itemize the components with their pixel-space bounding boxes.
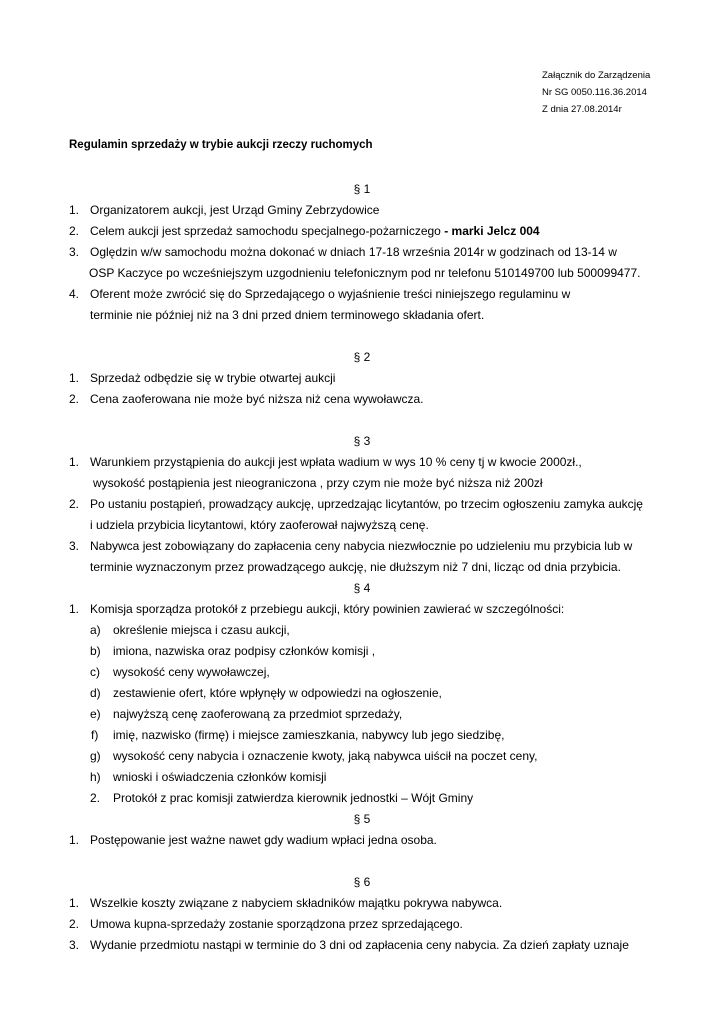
- s1-item-4-line-1: Oferent może zwrócić się do Sprzedającego o wyjaśnienie treści niniejszego regulaminu w: [90, 287, 571, 301]
- s4-subitem-d: zestawienie ofert, które wpłynęły w odpowiedzi na ogłoszenie,: [113, 686, 442, 700]
- s1-item-2: [90, 224, 540, 238]
- list-number: 2.: [69, 392, 80, 406]
- section-4-heading: § 4: [353, 581, 371, 595]
- section-6-heading: § 6: [353, 875, 371, 889]
- list-letter: c): [90, 665, 100, 679]
- list-number: 3.: [69, 539, 80, 553]
- s4-subitem-e: najwyższą cenę zaoferowaną za przedmiot sprzedaży,: [113, 707, 403, 721]
- list-number: 2.: [69, 497, 80, 511]
- s1-item-3-line-2: OSP Kaczyce po wcześniejszym uzgodnieniu telefonicznym pod nr telefonu 510149700 lub 500099477.: [89, 266, 641, 280]
- section-3-heading: § 3: [353, 434, 371, 448]
- section-1-heading: § 1: [353, 182, 371, 196]
- s4-subitem-h: wnioski i oświadczenia członków komisji: [113, 770, 327, 784]
- annex-header: [542, 67, 650, 118]
- s1-item-3-line-1: Oględzin w/w samochodu można dokonać w dniach 17-18 września 2014r w godzinach od 13-14 w: [90, 245, 617, 259]
- s6-item-3: Wydanie przedmiotu nastąpi w terminie do 3 dni od zapłacenia ceny nabycia. Za dzień zapłaty uznaje: [90, 938, 629, 952]
- list-number: 3.: [69, 938, 80, 952]
- section-2-heading: § 2: [353, 350, 371, 364]
- s6-item-1: Wszelkie koszty związane z nabyciem składników majątku pokrywa nabywca.: [90, 896, 503, 910]
- list-letter: b): [90, 644, 101, 658]
- list-number: 1.: [69, 602, 80, 616]
- s4-subitem-a: określenie miejsca i czasu aukcji,: [113, 623, 290, 637]
- s4-item-1: Komisja sporządza protokół z przebiegu aukcji, który powinien zawierać w szczególności:: [90, 602, 565, 616]
- s3-item-3-line-2: terminie wyznaczonym przez prowadzącego aukcję, nie dłuższym niż 7 dni, licząc od dnia przybicia.: [90, 560, 621, 574]
- s1-item-4-line-2: terminie nie później niż na 3 dni przed dniem terminowego składania ofert.: [90, 308, 485, 322]
- list-letter: d): [90, 686, 101, 700]
- list-number: 4.: [69, 287, 80, 301]
- s4-item-2: Protokół z prac komisji zatwierdza kierownik jednostki – Wójt Gminy: [113, 791, 474, 805]
- list-letter: h): [90, 770, 101, 784]
- s2-item-1: Sprzedaż odbędzie się w trybie otwartej aukcji: [90, 371, 336, 385]
- list-number: 1.: [69, 833, 80, 847]
- list-number: 1.: [69, 896, 80, 910]
- annex-line-3: Z dnia 27.08.2014r: [542, 104, 622, 115]
- list-number: 1.: [69, 455, 80, 469]
- s1-item-2-bold: - marki Jelcz 004: [444, 224, 540, 238]
- section-5-heading: § 5: [353, 812, 371, 826]
- list-letter: a): [90, 623, 101, 637]
- list-number: 3.: [69, 245, 80, 259]
- list-number: 1.: [69, 371, 80, 385]
- list-number: 2.: [69, 224, 80, 238]
- s3-item-1-line-1: Warunkiem przystąpienia do aukcji jest wpłata wadium w wys 10 % ceny tj w kwocie 2000zł.,: [90, 455, 582, 469]
- annex-line-2: Nr SG 0050.116.36.2014: [542, 87, 647, 98]
- s3-item-2-line-1: Po ustaniu postąpień, prowadzący aukcję, uprzedzając licytantów, po trzecim ogłoszeniu zamyka aukcję: [90, 497, 643, 511]
- s5-item-1: Postępowanie jest ważne nawet gdy wadium wpłaci jedna osoba.: [90, 833, 437, 847]
- s4-subitem-b: imiona, nazwiska oraz podpisy członków komisji ,: [113, 644, 376, 658]
- s6-item-2: Umowa kupna-sprzedaży zostanie sporządzona przez sprzedającego.: [90, 917, 463, 931]
- s3-item-2-line-2: i udziela przybicia licytantowi, który zaoferował najwyższą cenę.: [90, 518, 429, 532]
- s4-subitem-f: imię, nazwisko (firmę) i miejsce zamieszkania, nabywcy lub jego siedzibę,: [113, 728, 505, 742]
- s1-item-2-text: Celem aukcji jest sprzedaż samochodu specjalnego-pożarniczego: [90, 224, 445, 238]
- s3-item-1-line-2: wysokość postąpienia jest nieograniczona , przy czym nie może być niższa niż 200zł: [93, 476, 543, 490]
- list-number: 1.: [69, 203, 80, 217]
- list-letter: e): [90, 707, 101, 721]
- s3-item-3-line-1: Nabywca jest zobowiązany do zapłacenia ceny nabycia niezwłocznie po udzieleniu mu przybicia lub w: [90, 539, 633, 553]
- document-title: Regulamin sprzedaży w trybie aukcji rzeczy ruchomych: [69, 139, 373, 151]
- list-letter: f): [91, 728, 99, 742]
- list-letter: g): [90, 749, 101, 763]
- s4-subitem-g: wysokość ceny nabycia i oznaczenie kwoty, jaką nabywca uiścił na poczet ceny,: [113, 749, 538, 763]
- s2-item-2: Cena zaoferowana nie może być niższa niż cena wywoławcza.: [90, 392, 424, 406]
- list-number: 2.: [90, 791, 101, 805]
- annex-line-1: Załącznik do Zarządzenia: [542, 70, 651, 81]
- s1-item-1: Organizatorem aukcji, jest Urząd Gminy Zebrzydowice: [90, 203, 380, 217]
- s4-subitem-c: wysokość ceny wywoławczej,: [113, 665, 270, 679]
- list-number: 2.: [69, 917, 80, 931]
